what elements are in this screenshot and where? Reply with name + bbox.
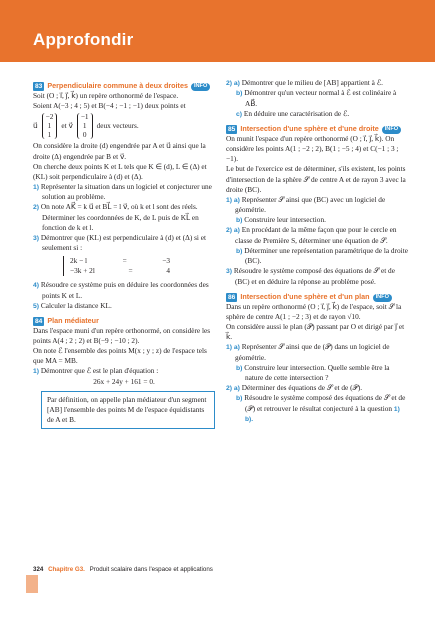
page-number: 324 — [33, 566, 44, 573]
question-2b — [236, 246, 408, 266]
page-header — [0, 0, 435, 62]
subquestion-letter: b) — [236, 217, 243, 225]
question-text: Résoudre ce système puis en déduire les coordonnées des points K et L. — [40, 280, 209, 300]
info-badge: INFO — [373, 294, 392, 302]
question-2 — [33, 202, 215, 233]
system-eq: = — [128, 266, 133, 276]
exercise-85-heading — [226, 124, 408, 134]
question-text: Résoudre le système composé des équations de 𝒮 et de (BC) et en déduire la réponse au problème posé. — [233, 266, 395, 286]
question-text: Déterminer des équations de 𝒮 et de (𝒫). — [241, 383, 363, 392]
system-rhs: −3 — [162, 256, 170, 266]
question-number: 2) — [33, 204, 40, 212]
system-lhs: −3k + 2l — [70, 266, 95, 276]
question-1b — [236, 215, 408, 225]
question-number: 1) — [226, 196, 233, 204]
exercise-number: 86 — [228, 293, 236, 301]
question-1a — [226, 342, 408, 362]
subquestion-letter: a) — [233, 385, 240, 392]
exercise-number: 83 — [35, 83, 43, 90]
exercise-title: Plan médiateur — [47, 316, 99, 326]
question-2a — [226, 225, 408, 245]
equation-system — [63, 256, 170, 276]
question-2c — [236, 109, 408, 119]
question-2a — [226, 78, 408, 88]
question-text: Représenter 𝒮 ainsi que (BC) avec un logiciel de géométrie. — [235, 194, 386, 215]
question-5 — [33, 301, 215, 311]
subquestion-letter: a) — [233, 344, 240, 352]
question-1 — [33, 366, 215, 376]
vectors-text: deux vecteurs. — [96, 121, 139, 131]
question-text: Calculer la distance KL. — [40, 300, 112, 310]
subquestion-letter: b) — [236, 90, 243, 98]
question-text: Construire leur intersection. Quelle semble être la nature de cette intersection ? — [244, 362, 390, 382]
question-text: Démontrer que le milieu de [AB] appartient à ℰ. — [241, 78, 383, 87]
system-rhs: 4 — [166, 266, 170, 276]
info-badge: INFO — [382, 126, 401, 134]
vector-v-matrix — [77, 113, 93, 139]
matrix-entry: 0 — [82, 129, 87, 139]
vector-u-label: u⃗ — [33, 121, 38, 131]
exercise-title: Perpendiculaire commune à deux droites — [47, 81, 188, 90]
question-number: 2) — [226, 227, 233, 235]
subquestion-letter: b) — [236, 364, 243, 372]
question-text: Déterminer une représentation paramétrique de la droite (BC). — [244, 245, 408, 266]
text-line: Dans un repère orthonormé (O ; i⃗, j⃗, k⃗) de l'espace, soit 𝒮 la sphère de centre A(1 ; −2 ; 3) et de rayon √10. — [226, 301, 402, 321]
question-number: 4) — [33, 282, 40, 290]
question-number: 3) — [226, 268, 233, 276]
exercise-number: 85 — [228, 126, 236, 134]
subquestion-letter: a) — [233, 196, 240, 204]
system-row — [70, 266, 170, 276]
chapter-title: Produit scalaire dans l'espace et applications — [89, 566, 213, 573]
right-column — [226, 78, 408, 424]
question-number: 2) — [226, 385, 233, 392]
text-line: On considère aussi le plan (𝒫) passant par O et dirigé par j⃗ et k⃗. — [226, 322, 405, 342]
matrix-entry: −1 — [80, 112, 89, 122]
exercise-title: Intersection d'une sphère et d'un plan — [240, 291, 370, 301]
subquestion-letter: a) — [233, 227, 240, 235]
question-number: 1) — [33, 368, 40, 376]
question-text: Résoudre le système composé des équations de 𝒮 et de (𝒫) et retrouver le résultat conjecturé à la question — [244, 393, 406, 413]
exercise-83-heading — [33, 81, 215, 91]
system-row — [70, 256, 170, 266]
question-4 — [33, 280, 215, 300]
page-footer — [33, 566, 213, 575]
question-1b — [236, 363, 408, 383]
exercise-number: 84 — [35, 318, 43, 326]
question-text: Représenter la situation dans un logiciel et conjecturer une solution au problème. — [40, 181, 212, 202]
text-line: Le but de l'exercice est de déterminer, s'ils existent, les points d'intersection de la sphère 𝒮 de centre A et de rayon 3 avec la droite (BC). — [226, 164, 406, 194]
question-3 — [226, 266, 408, 286]
definition-box: Par définition, on appelle plan médiateur d'un segment [AB] l'ensemble des points M de l'espace équidistants de A et B. — [41, 391, 215, 429]
question-reference: 1) b). — [245, 405, 400, 423]
matrix-entry: 1 — [47, 129, 52, 139]
system-lhs: 2k − l — [70, 256, 88, 266]
question-number: 3) — [33, 234, 40, 242]
question-2b — [236, 88, 408, 108]
question-2b — [236, 393, 408, 424]
text-line: On munit l'espace d'un repère orthonormé (O ; i⃗, j⃗, k⃗). On considère les points A(1 ; −2 ; 2), B(1 ; −5 ; 4) et C(−1 ; 3 ; −1). — [226, 134, 399, 164]
question-number: 2) — [226, 80, 233, 87]
question-number: 1) — [226, 344, 233, 352]
text-line: Soit (O ; i⃗, j⃗, k⃗) un repère orthonormé de l'espace. — [33, 91, 179, 101]
question-number: 5) — [33, 302, 40, 310]
exercise-84-heading — [33, 316, 215, 326]
page-title: Approfondir — [33, 30, 134, 49]
question-text: Construire leur intersection. — [244, 215, 326, 225]
text-line: Dans l'espace muni d'un repère orthonormé, on considère les points A(4 ; 2 ; 2) et B(−9 ; −10 ; 2). — [33, 326, 211, 346]
footer-decoration — [26, 575, 38, 593]
question-text: En procédant de la même façon que pour le cercle en classe de Première S, déterminer une équation de 𝒮. — [235, 225, 397, 245]
matrix-entry: 1 — [82, 120, 87, 130]
subquestion-letter: b) — [236, 395, 243, 403]
vector-v-label: et v⃗ — [61, 121, 73, 131]
text-line: On cherche deux points K et L tels que K ∈ (d), L ∈ (Δ) et (KL) soit perpendiculaire à (d) et (Δ). — [33, 161, 207, 181]
question-1a — [226, 195, 408, 215]
matrix-entry: 1 — [47, 120, 52, 130]
question-text: Démontrer que ℰ est le plan d'équation : — [40, 366, 159, 376]
question-text: Représenter 𝒮 ainsi que de (𝒫) dans un logiciel de géométrie. — [235, 342, 390, 362]
chapter-label: Chapitre G3. — [48, 566, 85, 573]
exercise-86-heading — [226, 292, 408, 302]
plane-equation: 26x + 24y + 161 = 0. — [93, 376, 155, 386]
question-text: Démontrer que (KL) est perpendiculaire à (d) et (Δ) si et seulement si : — [40, 232, 207, 253]
question-number: 1) — [33, 183, 40, 191]
subquestion-letter: a) — [233, 80, 240, 87]
question-text: Démontrer qu'un vecteur normal à ℰ est colinéaire à AB⃗. — [244, 88, 397, 108]
info-badge: INFO — [191, 83, 210, 91]
system-eq: = — [122, 256, 127, 266]
subquestion-letter: c) — [236, 110, 243, 118]
text-line: On note ℰ l'ensemble des points M(x ; y ; z) de l'espace tels que MA = MB. — [33, 346, 207, 366]
exercise-title: Intersection d'une sphère et d'une droite — [240, 124, 379, 134]
text-line: Soient A(−3 ; 4 ; 5) et B(−4 ; −1 ; −1) deux points et — [33, 101, 186, 111]
vector-u-matrix — [42, 113, 58, 139]
question-text: En déduire une caractérisation de ℰ. — [243, 108, 350, 118]
question-3 — [33, 233, 215, 253]
vectors-definition — [33, 113, 215, 139]
subquestion-letter: b) — [236, 247, 243, 255]
text-line: On considère la droite (d) engendrée par A et u⃗ ainsi que la droite (Δ) engendrée par B et v⃗. — [33, 141, 206, 161]
matrix-entry: −2 — [45, 112, 54, 122]
left-column — [33, 78, 215, 429]
question-2a — [226, 383, 408, 393]
question-text: On note AK⃗ = k u⃗ et BL⃗ = l v⃗, où k et l sont des réels. Déterminer les coordonnées de K, de L puis de KL⃗ en fonction de k et l. — [40, 202, 199, 232]
question-1 — [33, 182, 215, 202]
